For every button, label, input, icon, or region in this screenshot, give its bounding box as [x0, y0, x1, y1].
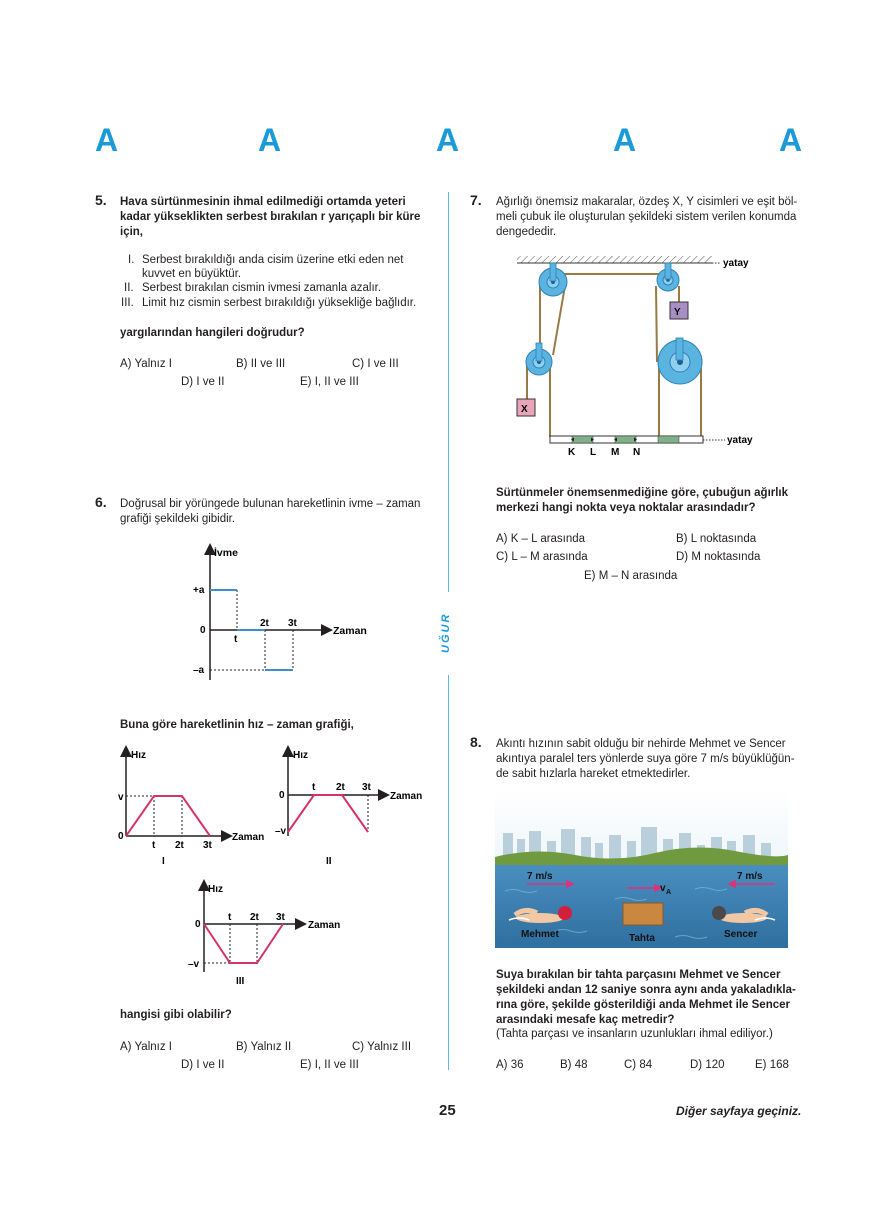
q5-option-e[interactable]: E) I, II ve III: [300, 376, 359, 388]
q7-option-e[interactable]: E) M – N arasında: [584, 570, 678, 582]
q6-option-a[interactable]: A) Yalnız I: [120, 1041, 172, 1053]
q7-option-c[interactable]: C) L – M arasında: [496, 551, 588, 563]
q8-option-b[interactable]: B) 48: [560, 1059, 588, 1071]
q8-label-v-right: 7 m/s: [737, 871, 763, 882]
q6-graph-iii: [190, 876, 360, 991]
q6-g2-2t: 2t: [336, 782, 345, 793]
q5-item-1-line-2: kuvvet en büyüktür.: [142, 268, 242, 280]
q8-question-line-2: şekildeki andan 12 saniye sonra aynı anda yakaladıkla-: [496, 984, 796, 996]
q8-option-c[interactable]: C) 84: [624, 1059, 653, 1071]
q5-stem-line-1: Hava sürtünmesinin ihmal edilmediği ortamda yeteri: [120, 196, 406, 208]
q6-g3-t: t: [228, 912, 232, 923]
q8-stem-line-1: Akıntı hızının sabit olduğu bir nehirde Mehmet ve Sencer: [496, 738, 786, 750]
q8-label-mehmet: Mehmet: [521, 929, 559, 940]
q6-g3-2t: 2t: [250, 912, 259, 923]
q7-stem-line-1: Ağırlığı önemsiz makaralar, özdeş X, Y cisimleri ve eşit böl-: [496, 196, 798, 208]
header-letter-1: A: [95, 122, 119, 158]
q5-item-2-num: II.: [124, 282, 134, 294]
q6-g2-t: t: [312, 782, 316, 793]
q5-item-3-line-1: Limit hız cismin serbest bırakıldığı yüksekliğe bağlıdır.: [142, 297, 417, 309]
q7-pulley-figure: [505, 250, 775, 460]
q5-item-3-num: III.: [121, 297, 134, 309]
q6-option-e[interactable]: E) I, II ve III: [300, 1059, 359, 1071]
q6-question-2: hangisi gibi olabilir?: [120, 1009, 232, 1021]
q8-question-line-4: arasındaki mesafe kaç metredir?: [496, 1014, 675, 1026]
q6-g1-2t: 2t: [175, 840, 184, 851]
q6-g2-3t: 3t: [362, 782, 371, 793]
q6-g3-3t: 3t: [276, 912, 285, 923]
q8-label-tahta: Tahta: [629, 933, 655, 944]
q8-label-sencer: Sencer: [724, 929, 758, 940]
q7-option-a[interactable]: A) K – L arasında: [496, 533, 586, 545]
q7-label-yatay-top: yatay: [723, 258, 749, 269]
q8-stem-line-3: de sabit hızlarla hareket etmektedirler.: [496, 768, 691, 780]
q6-g2-roman: II: [326, 856, 332, 867]
q6-graph-plus-a: +a: [193, 585, 205, 596]
q6-g1-t: t: [152, 840, 156, 851]
q6-option-d[interactable]: D) I ve II: [181, 1059, 225, 1071]
q6-g3-roman: III: [236, 976, 245, 987]
q8-note: (Tahta parçası ve insanların uzunlukları ihmal ediliyor.): [496, 1028, 773, 1040]
q5-stem-line-2: kadar yükseklikten serbest bırakılan r yarıçaplı bir küre: [120, 211, 421, 223]
q6-g1-3t: 3t: [203, 840, 212, 851]
q6-g1-v: v: [118, 792, 124, 803]
next-page-note: Diğer sayfaya geçiniz.: [676, 1104, 802, 1118]
q7-question-line-1: Sürtünmeler önemsenmediğine göre, çubuğun ağırlık: [496, 487, 789, 499]
column-divider-bottom: [448, 675, 449, 1070]
q5-stem-line-3: için,: [120, 226, 144, 238]
q8-label-va-sub: A: [666, 889, 672, 896]
q6-stem-line-2: grafiği şekildeki gibidir.: [120, 513, 236, 525]
q8-stem-line-2: akıntıya paralel ters yönlerde suya göre 7 m/s büyüklüğün-: [496, 753, 795, 765]
q6-g3-zero: 0: [195, 919, 201, 930]
q5-option-c[interactable]: C) I ve III: [352, 358, 399, 370]
header-letter-3: A: [436, 122, 460, 158]
q6-g1-ylabel: Hız: [131, 750, 146, 761]
q8-label-v-left: 7 m/s: [527, 871, 553, 882]
q7-label-n: N: [633, 447, 641, 458]
q6-graph-t: t: [234, 634, 238, 645]
q8-option-e[interactable]: E) 168: [755, 1059, 789, 1071]
q8-question-line-1: Suya bırakılan bir tahta parçasını Mehmet ve Sencer: [496, 969, 781, 981]
q6-graph-ylabel: İvme: [214, 547, 238, 559]
q6-g2-minus-v: –v: [275, 826, 287, 837]
q6-g2-zero: 0: [279, 790, 285, 801]
q6-graph-i: [110, 742, 280, 867]
q5-option-d[interactable]: D) I ve II: [181, 376, 225, 388]
q6-graph-ii: [272, 742, 432, 867]
q8-option-d[interactable]: D) 120: [690, 1059, 725, 1071]
q6-graph-minus-a: –a: [193, 665, 205, 676]
q5-item-1-line-1: Serbest bırakıldığı anda cisim üzerine etki eden net: [142, 254, 404, 266]
q5-option-a[interactable]: A) Yalnız I: [120, 358, 172, 370]
q8-number: 8.: [470, 734, 482, 750]
q7-label-k: K: [568, 447, 576, 458]
q5-option-b[interactable]: B) II ve III: [236, 358, 286, 370]
q7-label-y: Y: [674, 307, 681, 318]
q6-g1-xlabel: Zaman: [232, 832, 265, 843]
q6-option-b[interactable]: B) Yalnız II: [236, 1041, 292, 1053]
q7-number: 7.: [470, 192, 482, 208]
q6-g1-zero: 0: [118, 831, 124, 842]
q6-option-c[interactable]: C) Yalnız III: [352, 1041, 412, 1053]
q7-label-m: M: [611, 447, 620, 458]
q7-question-line-2: merkezi hangi nokta veya noktalar arasındadır?: [496, 502, 756, 514]
header-letter-2: A: [258, 122, 282, 158]
q6-graph-3t: 3t: [288, 618, 297, 629]
q6-graph-2t: 2t: [260, 618, 269, 629]
page-number: 25: [439, 1102, 456, 1119]
q6-g2-xlabel: Zaman: [390, 791, 423, 802]
q6-g3-ylabel: Hız: [208, 884, 223, 895]
q5-item-1-num: I.: [128, 254, 135, 266]
q5-question: yargılarından hangileri doğrudur?: [120, 327, 305, 339]
q7-option-d[interactable]: D) M noktasında: [676, 551, 761, 563]
q6-graph-xlabel: Zaman: [333, 625, 367, 637]
q8-option-a[interactable]: A) 36: [496, 1059, 524, 1071]
q6-g2-ylabel: Hız: [293, 750, 308, 761]
column-divider-top: [448, 192, 449, 592]
q6-stem-line-1: Doğrusal bir yörüngede bulunan hareketlinin ivme – zaman: [120, 498, 421, 510]
header-letter-5: A: [779, 122, 803, 158]
q6-graph-zero: 0: [200, 625, 206, 636]
q7-label-x: X: [521, 404, 528, 415]
side-brand-text: UĞUR: [440, 612, 452, 654]
q8-label-va: v: [660, 883, 666, 894]
q6-g3-minus-v: –v: [188, 959, 200, 970]
q6-g1-roman: I: [162, 856, 165, 867]
q7-stem-line-2: meli çubuk ile oluşturulan şekildeki sistem verilen konumda: [496, 211, 797, 223]
q6-question: Buna göre hareketlinin hız – zaman grafiği,: [120, 719, 354, 731]
q6-g3-xlabel: Zaman: [308, 920, 341, 931]
q8-question-line-3: rına göre, şekilde gösterildiği anda Mehmet ile Sencer: [496, 999, 790, 1011]
q7-option-b[interactable]: B) L noktasında: [676, 533, 757, 545]
q7-stem-line-3: dengededir.: [496, 226, 557, 238]
q8-river-figure: [495, 791, 788, 948]
q6-number: 6.: [95, 494, 107, 510]
q6-acceleration-time-graph: [180, 540, 380, 685]
q7-label-yatay-bottom: yatay: [727, 435, 753, 446]
q7-label-l: L: [590, 447, 597, 458]
header-letter-4: A: [613, 122, 637, 158]
q5-number: 5.: [95, 192, 107, 208]
q5-item-2-line-1: Serbest bırakılan cismin ivmesi zamanla azalır.: [142, 282, 382, 294]
